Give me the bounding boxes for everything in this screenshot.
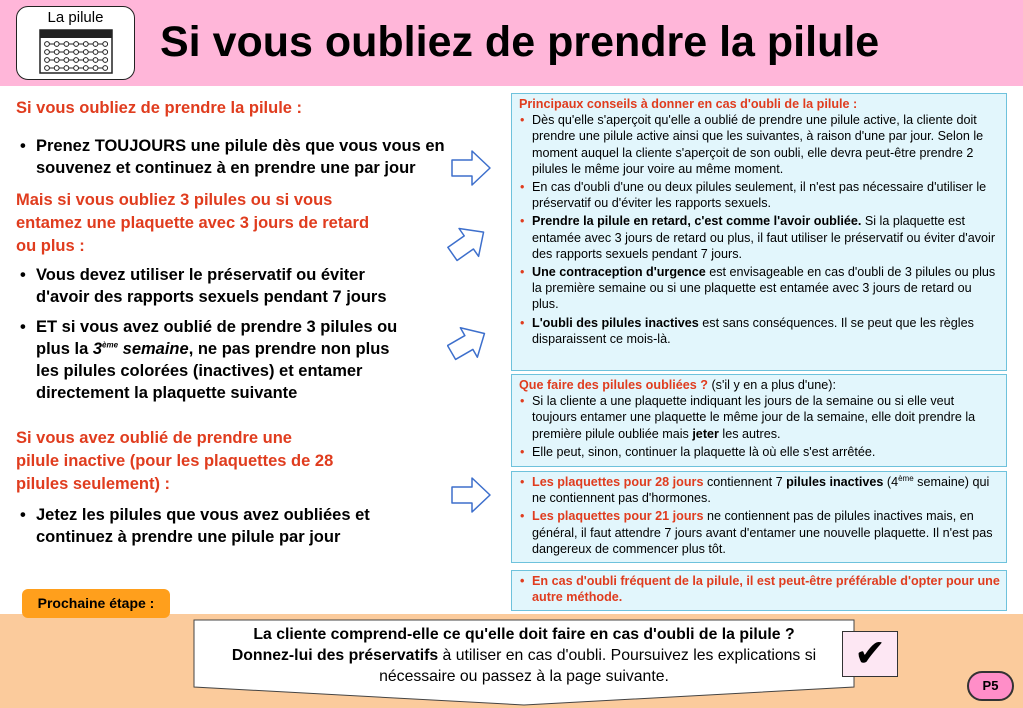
next-step-button[interactable]: Prochaine étape : bbox=[22, 589, 170, 618]
pill-logo bbox=[16, 6, 135, 80]
list-item: • L'oubli des pilules inactives est sans conséquences. Il se peut que les règles disparaissent ce mois-là. bbox=[519, 315, 1000, 347]
list-item: • Les plaquettes pour 28 jours contiennent 7 pilules inactives (4ème semaine) qui ne contiennent pas d'hormones. bbox=[519, 474, 1000, 506]
list-item: • En cas d'oubli d'une ou deux pilules seulement, il n'est pas nécessaire d'utiliser le préservatif ou d'éviter les rapports sexuels. bbox=[519, 179, 1000, 211]
arrow-right-icon bbox=[450, 149, 492, 187]
header-banner bbox=[0, 0, 1023, 86]
forgotten-pills-panel bbox=[511, 374, 1007, 467]
pill-packs-panel bbox=[511, 471, 1007, 563]
pill-pack-icon bbox=[39, 29, 113, 74]
section-title-inactive: Si vous avez oublié de prendre une pilule inactive (pour les plaquettes de 28 pilules seulement) : bbox=[16, 429, 334, 493]
list-item: • Jetez les pilules que vous avez oubliées et continuez à prendre une pilule par jour bbox=[16, 504, 416, 548]
section-forgot-list bbox=[16, 135, 466, 179]
footer-callout-text bbox=[200, 624, 848, 687]
logo-label: La pilule bbox=[47, 9, 104, 26]
list-item: • Vous devez utiliser le préservatif ou éviter d'avoir des rapports sexuels pendant 7 jours bbox=[16, 264, 411, 308]
footer-question: La cliente comprend-elle ce qu'elle doit faire en cas d'oubli de la pilule ? bbox=[253, 626, 795, 643]
advice-list bbox=[519, 112, 1000, 347]
advice-panel bbox=[511, 93, 1007, 371]
list-item: • Prendre la pilule en retard, c'est comme l'avoir oubliée. Si la plaquette est entamée avec 3 jours de retard ou plus, il faut utiliser le préservatif ou éviter d'avoir des rapports sexuels pendant 7 jours. bbox=[519, 213, 1000, 262]
section-title-three-pills: Mais si vous oubliez 3 pilules ou si vous entamez une plaquette avec 3 jours de retard ou plus : bbox=[16, 191, 370, 255]
list-item: • Une contraception d'urgence est envisageable en cas d'oubli de 3 pilules ou plus la première semaine ou si une plaquette est entamée avec 3 jours de retard ou plus. bbox=[519, 264, 1000, 313]
list-item: • Dès qu'elle s'aperçoit qu'elle a oublié de prendre une pilule active, la cliente doit prendre une pilule active ainsi que les suivantes, à raison d'une par jour. Selon le moment auquel la cliente s'aperçoit de son oubli, elle devra peut-être prendre 2 pilules le même jour voire au même moment. bbox=[519, 112, 1000, 177]
list-item: • Elle peut, sinon, continuer la plaquette là où elle s'est arrêtée. bbox=[519, 444, 1000, 460]
section-inactive-list bbox=[16, 504, 416, 548]
list-item: • En cas d'oubli fréquent de la pilule, il est peut-être préférable d'opter pour une autre méthode. bbox=[519, 573, 1000, 605]
list-item: • Les plaquettes pour 21 jours ne contiennent pas de pilules inactives mais, en général, il faut attendre 7 jours avant d'entamer une nouvelle plaquette. Il n'est pas dangereux de commencer plus tôt. bbox=[519, 508, 1000, 557]
arrow-right-icon bbox=[450, 476, 492, 514]
section-three-pills-list bbox=[16, 264, 411, 404]
check-icon: ✔ bbox=[854, 633, 886, 675]
frequent-list bbox=[519, 573, 1000, 605]
arrow-up-right-icon bbox=[447, 224, 489, 262]
list-item: • Prenez TOUJOURS une pilule dès que vous vous en souvenez et continuez à en prendre une par jour bbox=[16, 135, 466, 179]
list-item: • Si la cliente a une plaquette indiquant les jours de la semaine ou si elle veut toujours entamer une plaquette le même jour de la semaine, elle doit prendre la première pilule oubliée mais jeter les autres. bbox=[519, 393, 1000, 442]
footer-instructions: Donnez-lui des préservatifs à utiliser en cas d'oubli. Poursuivez les explications si nécessaire ou passez à la page suivante. bbox=[231, 647, 817, 685]
left-column bbox=[16, 96, 476, 548]
frequent-forget-panel bbox=[511, 570, 1007, 611]
page-number-badge: P5 bbox=[967, 671, 1014, 701]
list-item: • ET si vous avez oublié de prendre 3 pilules ou plus la 3ème semaine, ne pas prendre non plus les pilules colorées (inactives) et entamer directement la plaquette suivante bbox=[16, 316, 411, 404]
forgotten-panel-title: Que faire des pilules oubliées ? (s'il y en a plus d'une): bbox=[519, 378, 836, 392]
checkbox[interactable] bbox=[842, 631, 898, 677]
arrow-up-right-icon bbox=[447, 324, 489, 362]
forgotten-list bbox=[519, 393, 1000, 460]
packs-list bbox=[519, 474, 1000, 557]
page-title: Si vous oubliez de prendre la pilule bbox=[160, 18, 880, 66]
advice-panel-title: Principaux conseils à donner en cas d'oubli de la pilule : bbox=[519, 97, 858, 111]
section-title-forgot: Si vous oubliez de prendre la pilule : bbox=[16, 99, 303, 117]
